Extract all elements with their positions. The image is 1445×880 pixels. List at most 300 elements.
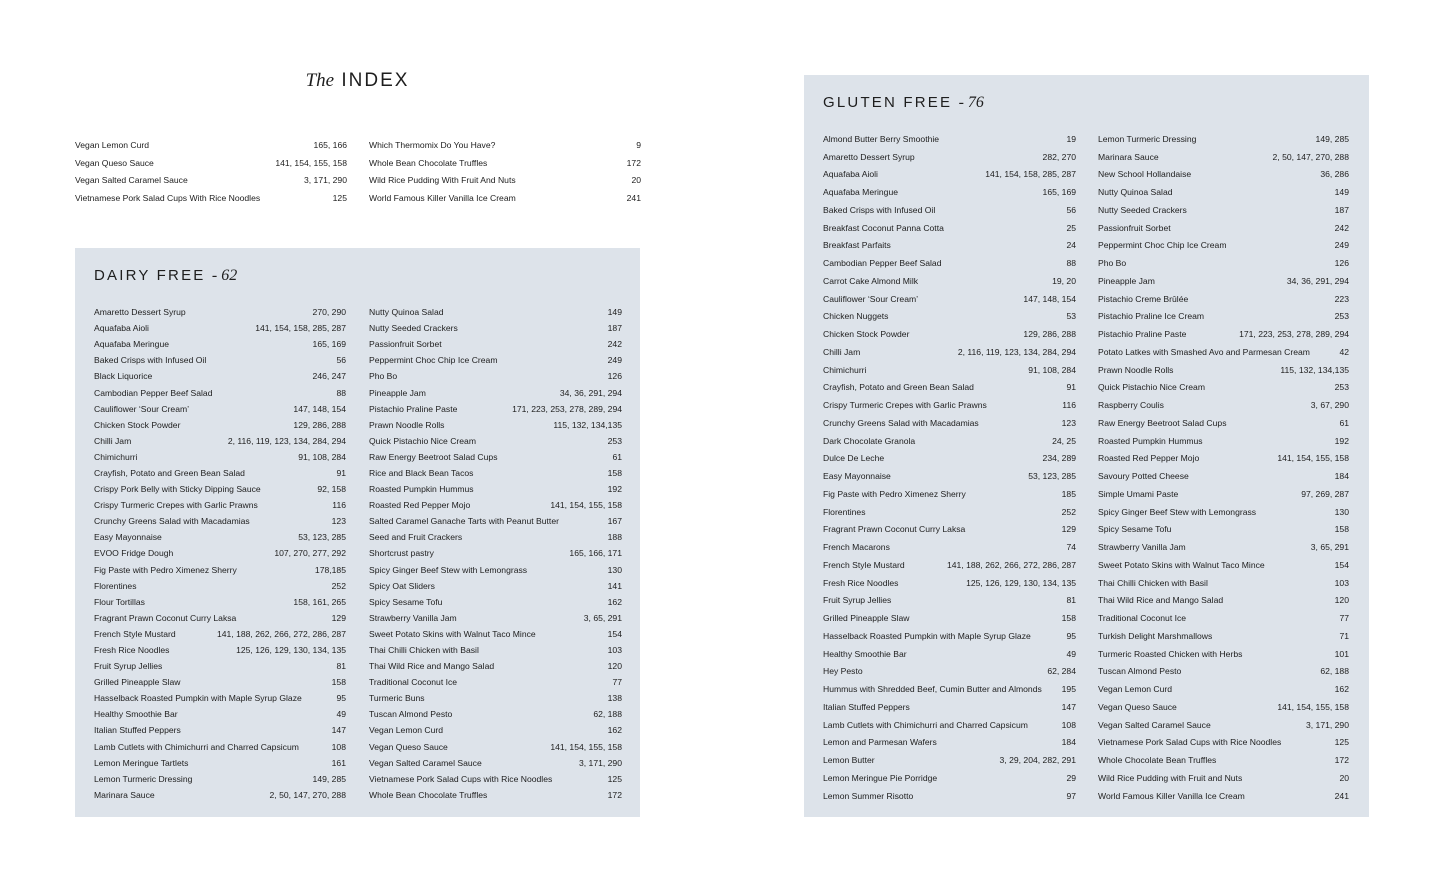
- index-entry: [94, 417, 346, 433]
- index-entry: [1098, 521, 1349, 539]
- entry-name: Vegan Salted Caramel Sauce: [369, 757, 482, 768]
- entry-name: Turkish Delight Marshmallows: [1098, 630, 1213, 641]
- entry-pages: 53, 123, 285: [298, 532, 346, 543]
- index-entry: [823, 751, 1076, 769]
- entry-name: Savoury Potted Cheese: [1098, 471, 1189, 482]
- index-entry: [1098, 308, 1349, 326]
- entry-name: Seed and Fruit Crackers: [369, 532, 463, 543]
- index-entry: [369, 658, 622, 674]
- entry-name: Spicy Oat Sliders: [369, 580, 435, 591]
- entry-name: Hasselback Roasted Pumpkin with Maple Syrup Glaze: [823, 630, 1031, 641]
- entry-pages: 141, 154, 155, 158: [1277, 701, 1349, 712]
- entry-name: Chicken Stock Powder: [94, 419, 181, 430]
- index-entry: [823, 166, 1076, 184]
- entry-name: Quick Pistachio Nice Cream: [369, 435, 476, 446]
- entry-pages: 125: [607, 773, 622, 784]
- top-list-col1: [75, 136, 347, 207]
- top-list-col2: [369, 136, 641, 207]
- index-entry: [369, 755, 622, 771]
- index-entry: [94, 320, 346, 336]
- index-entry: [823, 396, 1076, 414]
- index-entry: [369, 352, 622, 368]
- entry-name: World Famous Killer Vanilla Ice Cream: [1098, 790, 1245, 801]
- entry-name: Chicken Nuggets: [823, 311, 889, 322]
- index-entry: [1098, 485, 1349, 503]
- entry-name: Vegan Queso Sauce: [75, 157, 154, 168]
- entry-pages: 253: [1334, 382, 1349, 393]
- entry-name: Salted Caramel Ganache Tarts with Peanut Butter: [369, 516, 559, 527]
- entry-name: Roasted Red Pepper Mojo: [1098, 453, 1200, 464]
- index-entry: [1098, 663, 1349, 681]
- index-entry: [94, 690, 346, 706]
- entry-pages: 130: [1334, 506, 1349, 517]
- index-entry: [823, 574, 1076, 592]
- entry-name: Fragrant Prawn Coconut Curry Laksa: [94, 612, 237, 623]
- index-entry: [1098, 432, 1349, 450]
- title-prefix: The: [305, 70, 335, 91]
- entry-pages: 123: [331, 516, 346, 527]
- index-entry: [1098, 716, 1349, 734]
- entry-pages: 253: [607, 435, 622, 446]
- entry-pages: 53, 123, 285: [1028, 471, 1076, 482]
- entry-pages: 88: [336, 387, 346, 398]
- entry-name: Raw Energy Beetroot Salad Cups: [1098, 417, 1227, 428]
- entry-name: Prawn Noodle Rolls: [1098, 364, 1174, 375]
- entry-name: Lamb Cutlets with Chimichurri and Charred Capsicum: [823, 719, 1028, 730]
- index-entry: [94, 594, 346, 610]
- entry-name: French Style Mustard: [94, 628, 176, 639]
- entry-name: Roasted Pumpkin Hummus: [369, 484, 474, 495]
- entry-pages: 2, 50, 147, 270, 288: [269, 789, 346, 800]
- index-entry: [369, 706, 622, 722]
- entry-name: Black Liquorice: [94, 371, 153, 382]
- entry-pages: 158, 161, 265: [293, 596, 346, 607]
- entry-pages: 56: [336, 355, 346, 366]
- entry-name: Prawn Noodle Rolls: [369, 419, 445, 430]
- entry-name: Roasted Red Pepper Mojo: [369, 500, 471, 511]
- entry-pages: 3, 171, 290: [303, 175, 347, 186]
- entry-pages: 103: [607, 645, 622, 656]
- entry-pages: 178,185: [314, 564, 346, 575]
- entry-pages: 2, 116, 119, 123, 134, 284, 294: [957, 346, 1076, 357]
- entry-pages: 20: [1339, 772, 1349, 783]
- index-entry: [1098, 574, 1349, 592]
- entry-pages: 149, 285: [1315, 133, 1349, 144]
- entry-name: Nutty Seeded Crackers: [369, 323, 458, 334]
- index-entry: [94, 658, 346, 674]
- index-entry: [369, 578, 622, 594]
- entry-name: Hummus with Shredded Beef, Cumin Butter and Almonds: [823, 684, 1042, 695]
- index-entry: [1098, 254, 1349, 272]
- entry-pages: 162: [607, 596, 622, 607]
- entry-pages: 165, 169: [1042, 187, 1076, 198]
- entry-name: Pistachio Praline Paste: [1098, 329, 1187, 340]
- entry-name: Nutty Quinoa Salad: [1098, 187, 1173, 198]
- dairy-free-col2: [369, 304, 622, 803]
- entry-pages: 249: [607, 355, 622, 366]
- entry-pages: 91: [336, 467, 346, 478]
- entry-pages: 95: [1066, 630, 1076, 641]
- index-entry: [369, 368, 622, 384]
- entry-pages: 187: [1334, 204, 1349, 215]
- entry-pages: 184: [1061, 737, 1076, 748]
- heading-page: 76: [967, 94, 984, 111]
- entry-pages: 77: [1339, 613, 1349, 624]
- entry-name: Grilled Pineapple Slaw: [94, 677, 181, 688]
- entry-name: Traditional Coconut Ice: [1098, 613, 1187, 624]
- entry-pages: 282, 270: [1042, 151, 1076, 162]
- entry-name: Baked Crisps with Infused Oil: [94, 355, 207, 366]
- entry-pages: 116: [332, 500, 346, 511]
- entry-name: Breakfast Parfaits: [823, 240, 891, 251]
- entry-pages: 61: [612, 451, 622, 462]
- entry-name: Vietnamese Pork Salad Cups With Rice Noodles: [75, 192, 261, 203]
- entry-name: Aquafaba Aioli: [94, 323, 149, 334]
- entry-pages: 2, 116, 119, 123, 134, 284, 294: [227, 435, 346, 446]
- entry-pages: 92, 158: [317, 484, 346, 495]
- entry-name: Lamb Cutlets with Chimichurri and Charred Capsicum: [94, 741, 299, 752]
- entry-name: Baked Crisps with Infused Oil: [823, 204, 936, 215]
- index-entry: [1098, 698, 1349, 716]
- entry-name: Amaretto Dessert Syrup: [823, 151, 915, 162]
- entry-name: Flour Tortillas: [94, 596, 145, 607]
- entry-pages: 149, 285: [312, 773, 346, 784]
- index-entry: [369, 449, 622, 465]
- entry-pages: 141, 154, 158, 285, 287: [255, 323, 346, 334]
- gluten-free-heading: [823, 94, 984, 112]
- index-entry: [369, 481, 622, 497]
- index-entry: [823, 237, 1076, 255]
- index-entry: [94, 384, 346, 400]
- entry-pages: 97, 269, 287: [1301, 488, 1349, 499]
- index-entry: [823, 521, 1076, 539]
- entry-pages: 188: [607, 532, 622, 543]
- entry-name: Vietnamese Pork Salad Cups with Rice Noodles: [1098, 737, 1282, 748]
- entry-pages: 141, 154, 155, 158: [275, 157, 347, 168]
- index-entry: [823, 734, 1076, 752]
- entry-pages: 172: [1334, 755, 1349, 766]
- index-entry: [1098, 467, 1349, 485]
- entry-pages: 56: [1066, 204, 1076, 215]
- index-entry: [94, 755, 346, 771]
- entry-name: Pistachio Creme Brûlée: [1098, 293, 1189, 304]
- entry-name: Raspberry Coulis: [1098, 400, 1164, 411]
- entry-pages: 126: [1334, 258, 1349, 269]
- index-entry: [369, 739, 622, 755]
- index-entry: [75, 189, 347, 207]
- index-entry: [369, 545, 622, 561]
- index-entry: [369, 304, 622, 320]
- entry-name: Fresh Rice Noodles: [94, 645, 170, 656]
- entry-pages: 158: [607, 467, 622, 478]
- index-entry: [823, 663, 1076, 681]
- index-entry: [823, 716, 1076, 734]
- index-entry: [94, 787, 346, 803]
- entry-pages: 125: [1334, 737, 1349, 748]
- index-entry: [823, 787, 1076, 805]
- entry-name: French Macarons: [823, 542, 890, 553]
- entry-pages: 167: [607, 516, 622, 527]
- entry-name: Florentines: [823, 506, 866, 517]
- entry-pages: 130: [607, 564, 622, 575]
- dairy-free-col1: [94, 304, 346, 803]
- entry-pages: 161: [331, 757, 346, 768]
- index-entry: [823, 130, 1076, 148]
- entry-name: Vegan Lemon Curd: [1098, 684, 1173, 695]
- entry-pages: 19, 20: [1052, 275, 1076, 286]
- index-entry: [1098, 166, 1349, 184]
- entry-pages: 125, 126, 129, 130, 134, 135: [236, 645, 346, 656]
- entry-pages: 172: [626, 157, 641, 168]
- entry-name: Thai Chilli Chicken with Basil: [1098, 577, 1208, 588]
- entry-name: Pistachio Praline Paste: [369, 403, 458, 414]
- index-entry: [369, 320, 622, 336]
- entry-pages: 242: [607, 339, 622, 350]
- entry-pages: 3, 171, 290: [1305, 719, 1349, 730]
- entry-pages: 115, 132, 134,135: [1280, 364, 1349, 375]
- heading-label: GLUTEN FREE: [823, 94, 953, 111]
- index-entry: [1098, 450, 1349, 468]
- entry-name: Spicy Sesame Tofu: [1098, 524, 1172, 535]
- entry-pages: 165, 166, 171: [569, 548, 622, 559]
- entry-pages: 71: [1339, 630, 1349, 641]
- entry-name: Nutty Quinoa Salad: [369, 307, 444, 318]
- entry-pages: 115, 132, 134,135: [553, 419, 622, 430]
- index-entry: [94, 674, 346, 690]
- index-entry: [369, 433, 622, 449]
- entry-pages: 223: [1334, 293, 1349, 304]
- entry-pages: 147: [331, 725, 346, 736]
- entry-name: Simple Umami Paste: [1098, 488, 1179, 499]
- entry-name: Amaretto Dessert Syrup: [94, 307, 186, 318]
- entry-name: Hey Pesto: [823, 666, 863, 677]
- entry-name: Tuscan Almond Pesto: [1098, 666, 1182, 677]
- entry-name: Thai Wild Rice and Mango Salad: [1098, 595, 1224, 606]
- index-entry: [1098, 396, 1349, 414]
- index-entry: [823, 556, 1076, 574]
- entry-pages: 123: [1061, 417, 1076, 428]
- entry-name: Marinara Sauce: [1098, 151, 1159, 162]
- entry-name: Italian Stuffed Peppers: [823, 701, 910, 712]
- entry-pages: 246, 247: [312, 371, 346, 382]
- entry-pages: 34, 36, 291, 294: [1286, 275, 1349, 286]
- index-entry: [369, 690, 622, 706]
- entry-name: Chimichurri: [94, 451, 138, 462]
- heading-label: DAIRY FREE: [94, 267, 206, 284]
- entry-pages: 81: [1066, 595, 1076, 606]
- entry-name: Spicy Ginger Beef Stew with Lemongrass: [369, 564, 528, 575]
- index-entry: [369, 642, 622, 658]
- index-entry: [1098, 148, 1349, 166]
- entry-pages: 149: [1334, 187, 1349, 198]
- entry-pages: 3, 171, 290: [578, 757, 622, 768]
- index-entry: [369, 529, 622, 545]
- entry-name: Quick Pistachio Nice Cream: [1098, 382, 1205, 393]
- entry-pages: 29: [1066, 772, 1076, 783]
- index-entry: [823, 290, 1076, 308]
- entry-name: Fig Paste with Pedro Ximenez Sherry: [823, 488, 966, 499]
- entry-pages: 91, 108, 284: [1028, 364, 1076, 375]
- index-entry: [1098, 627, 1349, 645]
- entry-name: New School Hollandaise: [1098, 169, 1192, 180]
- index-entry: [823, 325, 1076, 343]
- entry-name: Lemon Meringue Pie Porridge: [823, 772, 938, 783]
- index-entry: [369, 401, 622, 417]
- entry-pages: 95: [336, 693, 346, 704]
- entry-pages: 62, 188: [1320, 666, 1349, 677]
- entry-name: Cauliflower ‘Sour Cream’: [94, 403, 190, 414]
- index-entry: [823, 361, 1076, 379]
- index-entry: [369, 136, 641, 154]
- entry-pages: 77: [612, 677, 622, 688]
- entry-name: Vegan Queso Sauce: [369, 741, 448, 752]
- entry-pages: 171, 223, 253, 278, 289, 294: [512, 403, 622, 414]
- entry-name: Aquafaba Meringue: [823, 187, 899, 198]
- entry-name: Hasselback Roasted Pumpkin with Maple Syrup Glaze: [94, 693, 302, 704]
- entry-name: Pistachio Praline Ice Cream: [1098, 311, 1205, 322]
- entry-pages: 74: [1066, 542, 1076, 553]
- entry-name: Crayfish, Potato and Green Bean Salad: [823, 382, 974, 393]
- entry-name: Healthy Smoothie Bar: [823, 648, 907, 659]
- entry-name: Crispy Pork Belly with Sticky Dipping Sauce: [94, 484, 261, 495]
- entry-pages: 20: [631, 175, 641, 186]
- entry-pages: 120: [1334, 595, 1349, 606]
- title-main: INDEX: [341, 70, 410, 91]
- entry-pages: 53: [1066, 311, 1076, 322]
- entry-name: Fresh Rice Noodles: [823, 577, 899, 588]
- index-entry: [369, 562, 622, 578]
- entry-pages: 165, 166: [313, 139, 347, 150]
- index-entry: [1098, 325, 1349, 343]
- gluten-free-panel: [804, 75, 1369, 817]
- entry-pages: 141: [607, 580, 622, 591]
- entry-name: Crunchy Greens Salad with Macadamias: [94, 516, 250, 527]
- entry-name: Raw Energy Beetroot Salad Cups: [369, 451, 498, 462]
- entry-name: Fig Paste with Pedro Ximenez Sherry: [94, 564, 237, 575]
- entry-pages: 25: [1066, 222, 1076, 233]
- entry-pages: 270, 290: [312, 307, 346, 318]
- heading-separator: -: [958, 94, 964, 111]
- entry-name: Marinara Sauce: [94, 789, 155, 800]
- index-entry: [1098, 361, 1349, 379]
- index-entry: [369, 674, 622, 690]
- index-entry: [94, 465, 346, 481]
- entry-name: Pineapple Jam: [1098, 275, 1155, 286]
- entry-pages: 3, 65, 291: [583, 612, 622, 623]
- entry-name: Which Thermomix Do You Have?: [369, 139, 496, 150]
- index-entry: [1098, 680, 1349, 698]
- index-entry: [94, 706, 346, 722]
- entry-name: Vegan Lemon Curd: [369, 725, 444, 736]
- entry-name: Peppermint Choc Chip Ice Cream: [1098, 240, 1227, 251]
- entry-pages: 171, 223, 253, 278, 289, 294: [1239, 329, 1349, 340]
- entry-pages: 101: [1334, 648, 1349, 659]
- index-entry: [94, 513, 346, 529]
- entry-name: Spicy Sesame Tofu: [369, 596, 443, 607]
- entry-pages: 147, 148, 154: [1023, 293, 1076, 304]
- index-entry: [1098, 734, 1349, 752]
- entry-pages: 162: [607, 725, 622, 736]
- entry-pages: 129, 286, 288: [293, 419, 346, 430]
- entry-name: Vegan Lemon Curd: [75, 139, 150, 150]
- entry-name: Strawberry Vanilla Jam: [369, 612, 457, 623]
- index-entry: [1098, 201, 1349, 219]
- index-entry: [369, 610, 622, 626]
- entry-name: World Famous Killer Vanilla Ice Cream: [369, 192, 516, 203]
- entry-name: Easy Mayonnaise: [94, 532, 162, 543]
- entry-pages: 36, 286: [1320, 169, 1349, 180]
- index-entry: [823, 379, 1076, 397]
- index-entry: [823, 308, 1076, 326]
- index-entry: [94, 610, 346, 626]
- index-entry: [94, 739, 346, 755]
- index-entry: [1098, 290, 1349, 308]
- index-entry: [369, 384, 622, 400]
- index-entry: [94, 497, 346, 513]
- entry-pages: 195: [1061, 684, 1076, 695]
- index-entry: [1098, 609, 1349, 627]
- index-entry: [369, 171, 641, 189]
- entry-pages: 234, 289: [1042, 453, 1076, 464]
- index-entry: [369, 722, 622, 738]
- entry-pages: 129: [331, 612, 346, 623]
- entry-pages: 141, 188, 262, 266, 272, 286, 287: [946, 559, 1076, 570]
- entry-name: Vegan Queso Sauce: [1098, 701, 1177, 712]
- entry-name: French Style Mustard: [823, 559, 905, 570]
- entry-pages: 141, 188, 262, 266, 272, 286, 287: [216, 628, 346, 639]
- entry-name: Chimichurri: [823, 364, 867, 375]
- index-entry: [823, 627, 1076, 645]
- entry-pages: 141, 154, 155, 158: [1277, 453, 1349, 464]
- index-entry: [94, 336, 346, 352]
- entry-name: Whole Bean Chocolate Truffles: [369, 789, 488, 800]
- index-entry: [823, 680, 1076, 698]
- entry-name: Lemon Summer Risotto: [823, 790, 914, 801]
- index-entry: [1098, 503, 1349, 521]
- index-entry: [1098, 592, 1349, 610]
- index-entry: [823, 432, 1076, 450]
- entry-pages: 2, 50, 147, 270, 288: [1272, 151, 1349, 162]
- page-title: [75, 70, 640, 92]
- entry-pages: 61: [1339, 417, 1349, 428]
- entry-name: Rice and Black Bean Tacos: [369, 467, 474, 478]
- index-entry: [369, 336, 622, 352]
- entry-pages: 252: [1061, 506, 1076, 517]
- entry-name: Fruit Syrup Jellies: [94, 661, 163, 672]
- entry-name: Thai Wild Rice and Mango Salad: [369, 661, 495, 672]
- entry-name: Wild Rice Pudding With Fruit And Nuts: [369, 175, 516, 186]
- index-entry: [823, 769, 1076, 787]
- entry-name: Turmeric Buns: [369, 693, 425, 704]
- entry-name: Dark Chocolate Granola: [823, 435, 916, 446]
- entry-name: Fruit Syrup Jellies: [823, 595, 892, 606]
- entry-name: Shortcrust pastry: [369, 548, 434, 559]
- entry-name: Easy Mayonnaise: [823, 471, 891, 482]
- index-entry: [1098, 219, 1349, 237]
- index-entry: [1098, 787, 1349, 805]
- entry-pages: 125, 126, 129, 130, 134, 135: [966, 577, 1076, 588]
- index-entry: [94, 771, 346, 787]
- entry-pages: 3, 29, 204, 282, 291: [999, 755, 1076, 766]
- entry-name: Nutty Seeded Crackers: [1098, 204, 1187, 215]
- entry-pages: 141, 154, 158, 285, 287: [985, 169, 1076, 180]
- entry-name: Lemon Butter: [823, 755, 875, 766]
- entry-name: Whole Bean Chocolate Truffles: [369, 157, 488, 168]
- gluten-free-col1: [823, 130, 1076, 805]
- entry-pages: 91, 108, 284: [298, 451, 346, 462]
- index-entry: [823, 272, 1076, 290]
- entry-pages: 91: [1066, 382, 1076, 393]
